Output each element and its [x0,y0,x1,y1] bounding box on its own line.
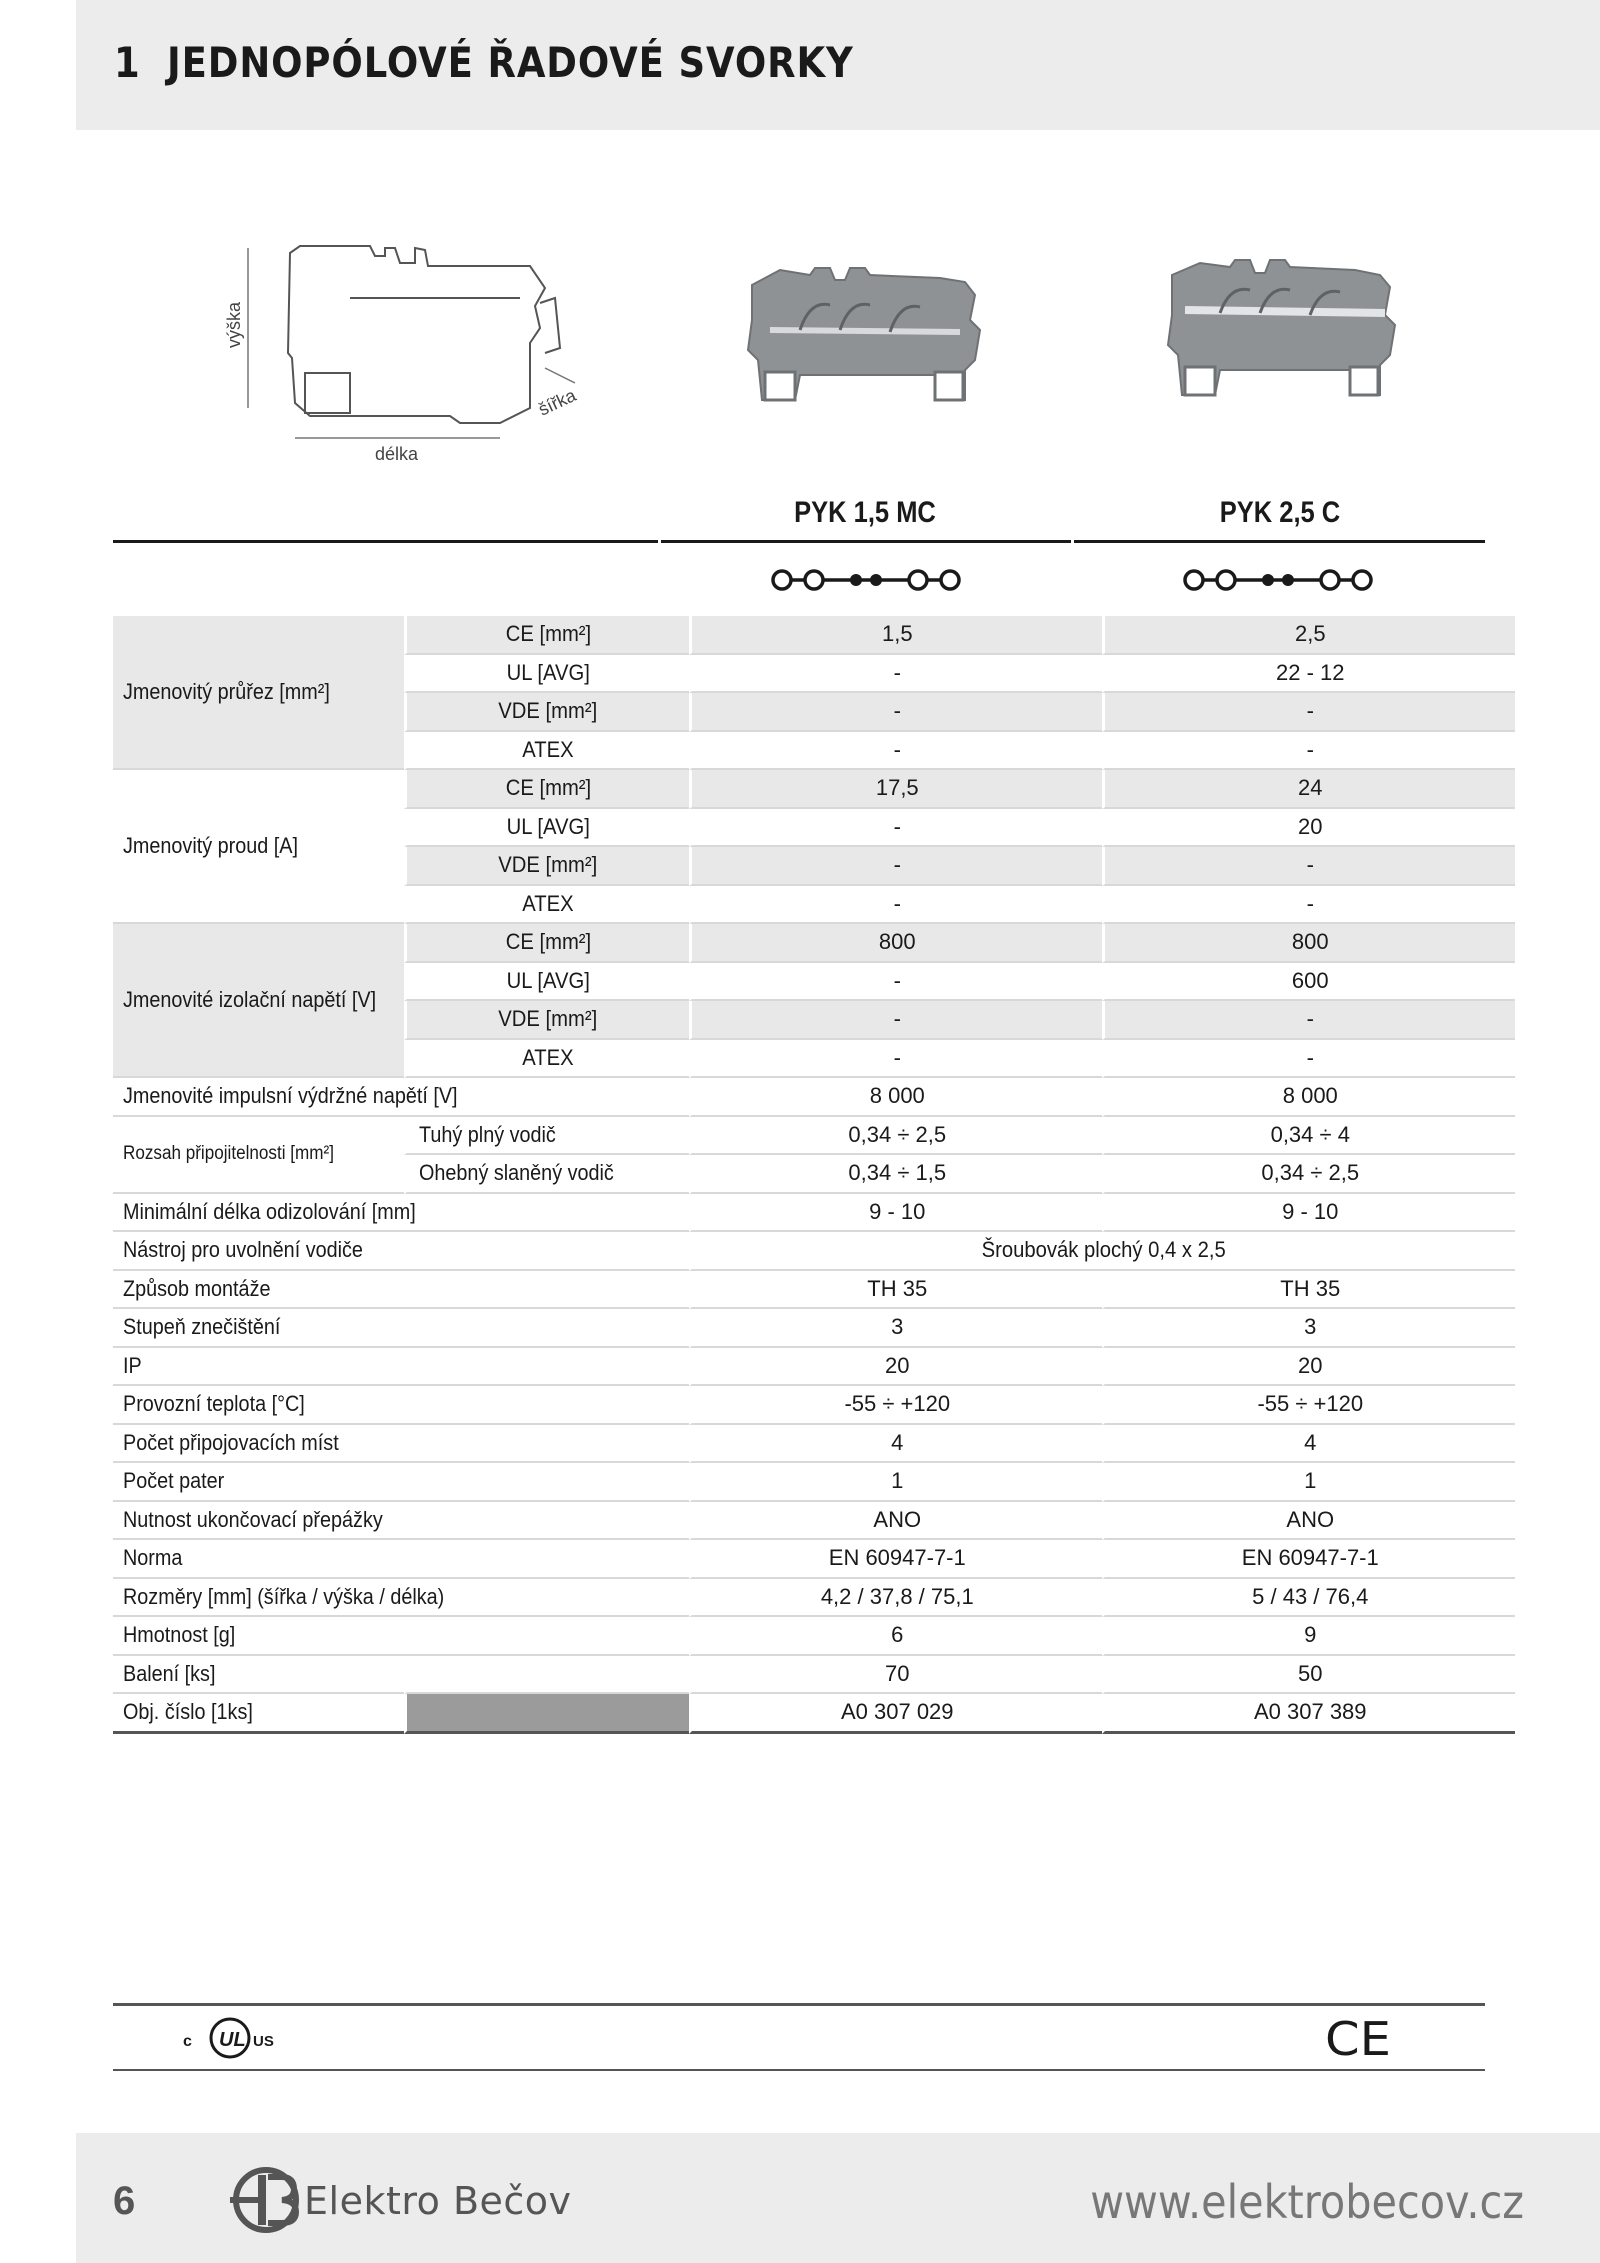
value-cell: 1 [1102,1463,1515,1502]
row-label: Rozměry [mm] (šířka / výška / délka) [113,1579,689,1618]
sub-label: ATEX [404,886,689,925]
footer-band [76,2133,1600,2263]
sub-label: VDE [mm²] [404,1001,689,1040]
value-cell: - [689,847,1102,886]
row-label: Norma [113,1540,689,1579]
value-cell: 22 - 12 [1102,655,1515,694]
row-label: Nástroj pro uvolnění vodiče [113,1232,689,1271]
table-row [113,1348,1515,1387]
value-cell: - [1102,1001,1515,1040]
svg-text:CE: CE [1325,2016,1391,2060]
group-label: Jmenovitý průřez [mm²] [113,616,404,770]
value-cell: - [1102,732,1515,771]
table-row [113,1579,1515,1618]
value-cell: - [1102,886,1515,925]
table-row [113,1194,1515,1233]
product-image-pyk-1-5-mc [740,260,990,410]
length-label: délka [375,444,419,464]
value-cell: Šroubovák plochý 0,4 x 2,5 [689,1232,1515,1271]
table-row [113,1078,1515,1117]
table-row [113,1117,1515,1156]
table-row [113,1425,1515,1464]
ce-certification-logo [1325,2016,1395,2060]
value-cell: 0,34 ÷ 2,5 [1102,1155,1515,1194]
value-cell: 0,34 ÷ 4 [1102,1117,1515,1156]
value-cell: 70 [689,1656,1102,1695]
value-cell: - [689,1001,1102,1040]
order-number-shaded-cell [404,1694,689,1734]
value-cell: 4,2 / 37,8 / 75,1 [689,1579,1102,1618]
sub-label: Ohebný slaněný vodič [404,1155,689,1194]
chapter-number: 1 [114,38,141,87]
connection-symbol-1 [766,562,966,598]
value-cell: 2,5 [1102,616,1515,655]
value-cell: 20 [1102,1348,1515,1387]
sub-label: CE [mm²] [404,616,689,655]
value-cell: 24 [1102,770,1515,809]
row-label: Jmenovité impulsní výdržné napětí [V] [113,1078,689,1117]
svg-text:c: c [183,2033,192,2050]
table-row [113,1502,1515,1541]
value-cell: A0 307 029 [689,1694,1102,1734]
value-cell: ANO [689,1502,1102,1541]
value-cell: - [689,1040,1102,1079]
value-cell: ANO [1102,1502,1515,1541]
elektro-becov-logo-icon [224,2155,314,2245]
row-label: Minimální délka odizolování [mm] [113,1194,689,1233]
row-label: Hmotnost [g] [113,1617,689,1656]
sub-label: VDE [mm²] [404,847,689,886]
svg-text:US: US [253,2033,274,2050]
value-cell: 17,5 [689,770,1102,809]
value-cell: 1,5 [689,616,1102,655]
row-label: Balení [ks] [113,1656,404,1695]
website-link[interactable]: www.elektrobecov.cz [1090,2175,1524,2229]
header-rule [1074,540,1485,543]
value-cell: - [689,732,1102,771]
value-cell: - [689,963,1102,1002]
value-cell: 9 - 10 [1102,1194,1515,1233]
value-cell: 4 [689,1425,1102,1464]
table-row [113,1617,1515,1656]
value-cell: -55 ÷ +120 [689,1386,1102,1425]
product-image-pyk-2-5-c [1160,255,1400,405]
sub-label: CE [mm²] [404,924,689,963]
sub-label: UL [AVG] [404,963,689,1002]
table-row [113,1386,1515,1425]
cert-rule-top [113,2003,1485,2006]
value-cell: 9 - 10 [689,1194,1102,1233]
sub-label: ATEX [404,732,689,771]
svg-text:UL: UL [219,2029,246,2051]
value-cell: 8 000 [689,1078,1102,1117]
value-cell: - [689,809,1102,848]
table-row [113,616,1515,655]
value-cell: 20 [689,1348,1102,1387]
row-label: Počet pater [113,1463,689,1502]
header-rule [113,540,658,543]
connection-symbol-2 [1178,562,1378,598]
value-cell: 800 [689,924,1102,963]
specification-table [113,616,1515,1734]
value-cell: - [689,886,1102,925]
row-label: Stupeň znečištění [113,1309,689,1348]
table-row [113,1656,1515,1695]
row-label: Nutnost ukončovací přepážky [113,1502,689,1541]
value-cell: 3 [1102,1309,1515,1348]
value-cell: - [689,655,1102,694]
row-label: Obj. číslo [1ks] [113,1694,404,1734]
sub-label: ATEX [404,1040,689,1079]
value-cell: 9 [1102,1617,1515,1656]
chapter-title: JEDNOPÓLOVÉ ŘADOVÉ SVORKY [167,38,854,87]
dimension-diagram [200,228,600,468]
ul-certification-logo [183,2016,278,2060]
value-cell: 50 [1102,1656,1515,1695]
table-row [113,770,1515,809]
header-band [76,0,1600,130]
table-row [113,1463,1515,1502]
value-cell: A0 307 389 [1102,1694,1515,1734]
value-cell: TH 35 [689,1271,1102,1310]
table-row [113,1232,1515,1271]
value-cell: - [1102,847,1515,886]
page-title [114,38,854,87]
height-label: výška [224,301,244,348]
value-cell: 6 [689,1617,1102,1656]
value-cell: EN 60947-7-1 [689,1540,1102,1579]
cert-rule-bottom [113,2069,1485,2071]
value-cell: 0,34 ÷ 2,5 [689,1117,1102,1156]
value-cell: EN 60947-7-1 [1102,1540,1515,1579]
row-label: IP [113,1348,689,1387]
row-label: Počet připojovacích míst [113,1425,689,1464]
empty-cell [404,1656,689,1695]
group-label: Jmenovité izolační napětí [V] [113,924,404,1078]
value-cell: 1 [689,1463,1102,1502]
value-cell: 0,34 ÷ 1,5 [689,1155,1102,1194]
value-cell: 800 [1102,924,1515,963]
product-header-1: PYK 1,5 MC [794,496,936,529]
value-cell: 20 [1102,809,1515,848]
value-cell: - [1102,1040,1515,1079]
value-cell: -55 ÷ +120 [1102,1386,1515,1425]
product-header-2: PYK 2,5 C [1219,496,1341,529]
sub-label: Tuhý plný vodič [404,1117,689,1156]
value-cell: 600 [1102,963,1515,1002]
sub-label: UL [AVG] [404,655,689,694]
value-cell: - [689,693,1102,732]
value-cell: 8 000 [1102,1078,1515,1117]
value-cell: 4 [1102,1425,1515,1464]
sub-label: UL [AVG] [404,809,689,848]
value-cell: 5 / 43 / 76,4 [1102,1579,1515,1618]
value-cell: TH 35 [1102,1271,1515,1310]
row-label: Provozní teplota [°C] [113,1386,689,1425]
table-row [113,1540,1515,1579]
table-row [113,924,1515,963]
sub-label: VDE [mm²] [404,693,689,732]
table-row [113,1694,1515,1734]
value-cell: 3 [689,1309,1102,1348]
width-label: šířka [535,385,580,420]
sub-label: CE [mm²] [404,770,689,809]
brand-name: Elektro Bečov [304,2179,572,2223]
table-row [113,1309,1515,1348]
group-label: Rozsah připojitelnosti [mm²] [113,1117,404,1194]
table-row [113,1271,1515,1310]
value-cell: - [1102,693,1515,732]
group-label: Jmenovitý proud [A] [113,770,404,924]
row-label: Způsob montáže [113,1271,689,1310]
header-rule [661,540,1071,543]
page-number: 6 [113,2179,136,2223]
